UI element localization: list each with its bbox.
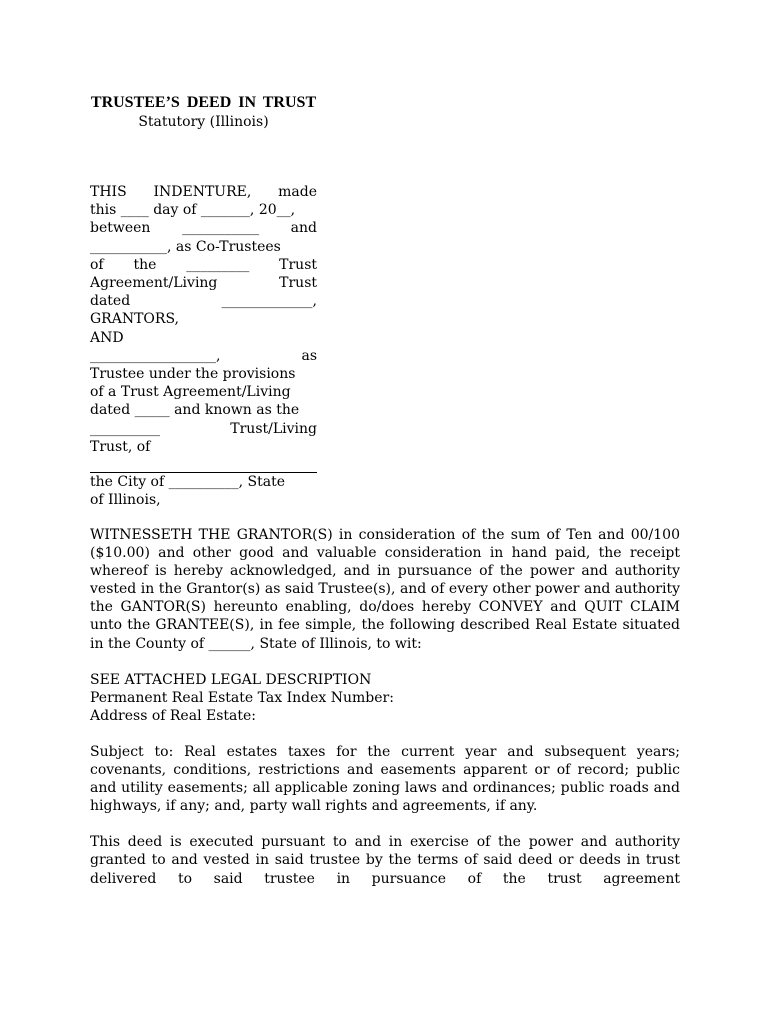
intro-blank: __________________,: [90, 347, 221, 364]
real-estate-address-line: Address of Real Estate:: [90, 707, 256, 724]
document-body: [90, 526, 680, 888]
intro-line: [90, 219, 317, 237]
tax-index-number-line: Permanent Real Estate Tax Index Number:: [90, 689, 394, 706]
document-title: TRUSTEE’S DEED IN TRUST: [90, 94, 317, 111]
intro-word: THIS: [90, 184, 127, 200]
intro-word: Trust: [279, 256, 317, 273]
subject-to-paragraph: Subject to: Real estates taxes for the current year and subsequent years; covenants, conditions, restrictions and easements apparent or of record; public and utility easements; all applicable zoning laws and ordinances; public roads and highways, if any; and, party wall rights and agreements, if any.: [90, 743, 680, 815]
intro-line: ___________, as Co-Trustees: [90, 238, 281, 255]
intro-blank: _________: [186, 256, 250, 273]
indenture-paragraph: [90, 183, 317, 509]
intro-word: Trust/Living: [230, 420, 317, 437]
intro-blank-line: [90, 456, 317, 473]
intro-word: Trust: [279, 275, 317, 292]
document-header: [90, 94, 317, 131]
intro-word: between: [90, 220, 151, 237]
intro-line: dated _____ and known as the: [90, 402, 300, 419]
paragraph-gap: [90, 815, 680, 833]
intro-line: [90, 292, 317, 310]
legal-description-line: SEE ATTACHED LEGAL DESCRIPTION: [90, 671, 372, 688]
intro-word: INDENTURE,: [153, 184, 252, 200]
intro-blank: _____________,: [221, 293, 317, 310]
intro-line: [90, 183, 317, 201]
intro-line: [90, 420, 317, 438]
intro-line: this ____ day of _______, 20__,: [90, 202, 296, 219]
paragraph-gap: [90, 653, 680, 671]
intro-blank: ___________: [182, 220, 260, 237]
intro-line: AND: [90, 329, 124, 346]
intro-line: [90, 347, 317, 365]
intro-word: and: [290, 220, 317, 237]
intro-line: Trust, of: [90, 438, 151, 455]
intro-line: [90, 256, 317, 274]
document-subtitle: Statutory (Illinois): [138, 114, 269, 130]
intro-line: [90, 274, 317, 292]
intro-line: of a Trust Agreement/Living: [90, 384, 291, 401]
intro-word: dated: [90, 293, 131, 310]
intro-word: as: [301, 347, 317, 364]
intro-word: the: [133, 256, 157, 273]
intro-blank: __________: [90, 420, 160, 437]
paragraph-gap: [90, 725, 680, 743]
intro-word: made: [278, 184, 317, 200]
intro-word: of: [90, 256, 104, 273]
intro-word: Agreement/Living: [90, 275, 218, 292]
intro-line: Trustee under the provisions: [90, 366, 296, 383]
intro-line: of Illinois,: [90, 492, 161, 509]
deed-execution-paragraph: This deed is executed pursuant to and in exercise of the power and authority granted to and vested in said trustee by the terms of said deed or deeds in trust delivered to said trustee in pursuance of the trust agreement: [90, 834, 680, 887]
witnesseth-paragraph: WITNESSETH THE GRANTOR(S) in consideration of the sum of Ten and 00/100 ($10.00) and other good and valuable consideration in hand paid, the receipt whereof is hereby acknowledged, and in pursuance of the power and authority vested in the Grantor(s) as said Trustee(s), and of every other power and authority the GANTOR(S) hereunto enabling, do/does hereby CONVEY and QUIT CLAIM unto the GRANTEE(S), in fee simple, the following described Real Estate situated in the County of ______, State of Illinois, to wit:: [90, 527, 680, 652]
intro-line: the City of __________, State: [90, 474, 285, 491]
intro-line: GRANTORS,: [90, 311, 179, 328]
